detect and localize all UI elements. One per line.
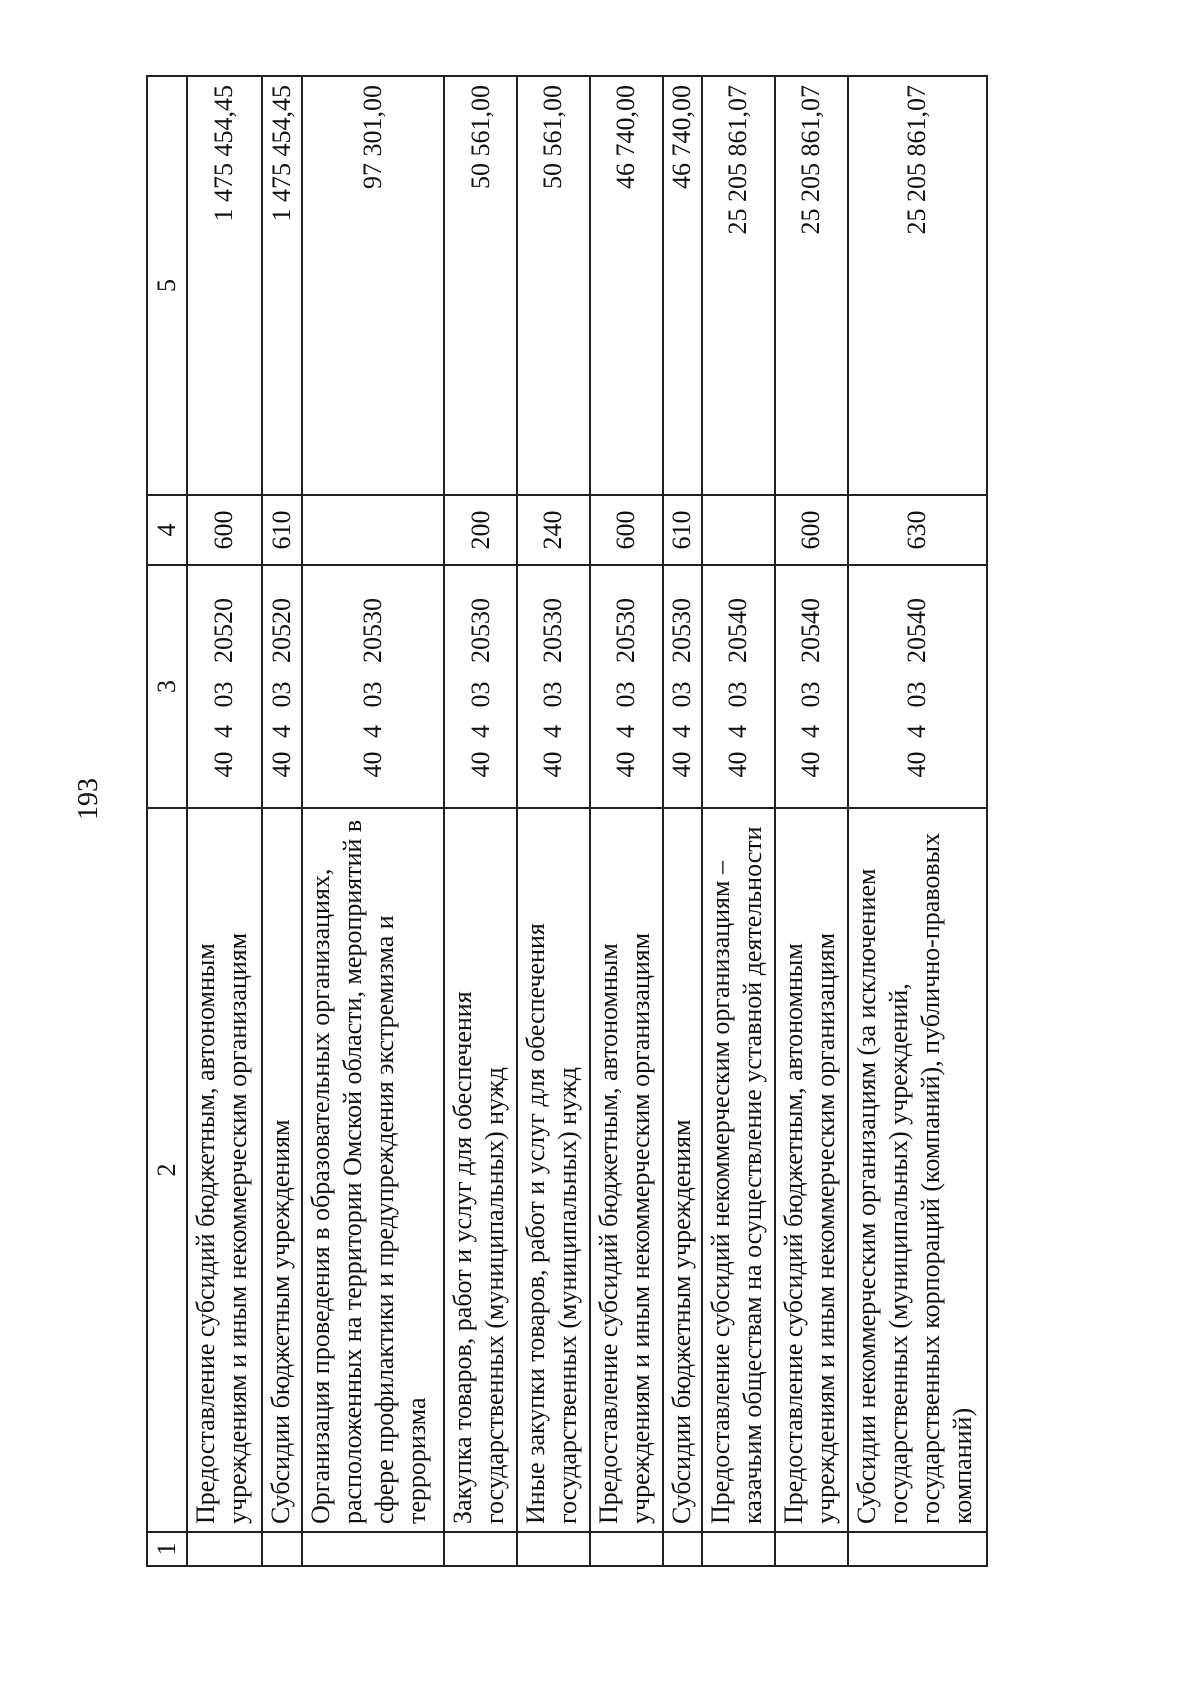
code-part-4: 20530 — [465, 598, 495, 663]
code-part-4: 20520 — [267, 598, 297, 663]
code-part-1: 40 — [358, 751, 388, 778]
row-kvr-cell: 240 — [517, 495, 590, 565]
row-amount-cell: 46 740,00 — [663, 76, 703, 495]
row-code-cell — [187, 565, 263, 808]
code-part-1: 40 — [796, 751, 826, 778]
row-code-cell — [775, 565, 848, 808]
code-part-2: 4 — [267, 725, 297, 738]
row-name-cell: Предоставление субсидий бюджетным, автономным учреждениям и иным некоммерческим организациям — [775, 808, 848, 1532]
row-kvr-cell: 630 — [848, 495, 987, 565]
row-name-cell: Субсидии некоммерческим организациям (за исключением государственных (муниципальных) учреждений, государственных корпораций (компаний), публично-правовых компаний) — [848, 808, 987, 1532]
code-part-3: 03 — [465, 681, 495, 708]
table-row — [702, 76, 775, 1566]
code-part-1: 40 — [538, 751, 568, 778]
table-row — [590, 76, 663, 1566]
row-kvr-cell: 610 — [262, 495, 302, 565]
row-code-cell — [302, 565, 444, 808]
code-part-3: 03 — [902, 681, 932, 708]
row-kvr-cell: 610 — [663, 495, 703, 565]
row-name-cell: Предоставление субсидий бюджетным, автономным учреждениям и иным некоммерческим организациям — [590, 808, 663, 1532]
header-col-2: 2 — [147, 808, 187, 1532]
row-kvr-cell: 600 — [187, 495, 263, 565]
row-name-cell: Организация проведения в образовательных организациях, расположенных на территории Омской области, мероприятий в сфере профилактики и предупреждения экстремизма и терроризма — [302, 808, 444, 1532]
row-kvr-cell — [302, 495, 444, 565]
row-amount-cell: 97 301,00 — [302, 76, 444, 495]
code-part-4: 20530 — [611, 598, 641, 663]
row-code-cell — [262, 565, 302, 808]
code-part-1: 40 — [723, 751, 753, 778]
table-row — [262, 76, 302, 1566]
code-part-2: 4 — [209, 725, 239, 738]
row-kvr-cell: 600 — [775, 495, 848, 565]
code-part-3: 03 — [611, 681, 641, 708]
code-part-2: 4 — [667, 725, 697, 738]
row-amount-cell: 50 561,00 — [444, 76, 517, 495]
table-row — [663, 76, 703, 1566]
code-part-3: 03 — [267, 681, 297, 708]
code-part-4: 20540 — [796, 598, 826, 663]
header-col-4: 4 — [147, 495, 187, 565]
row-number-cell — [517, 1532, 590, 1566]
table-row — [517, 76, 590, 1566]
row-name-cell: Предоставление субсидий некоммерческим организациям – казачьим обществам на осуществление уставной деятельности — [702, 808, 775, 1532]
header-col-1: 1 — [147, 1532, 187, 1566]
table-row — [848, 76, 987, 1566]
table-row — [444, 76, 517, 1566]
code-part-2: 4 — [796, 725, 826, 738]
row-amount-cell: 1 475 454,45 — [262, 76, 302, 495]
code-part-3: 03 — [667, 681, 697, 708]
row-number-cell — [775, 1532, 848, 1566]
table-row — [302, 76, 444, 1566]
code-part-4: 20520 — [209, 598, 239, 663]
table-row — [187, 76, 263, 1566]
row-code-cell — [702, 565, 775, 808]
row-number-cell — [590, 1532, 663, 1566]
row-amount-cell: 50 561,00 — [517, 76, 590, 495]
code-part-1: 40 — [902, 751, 932, 778]
code-part-4: 20540 — [902, 598, 932, 663]
code-part-1: 40 — [209, 751, 239, 778]
header-col-5: 5 — [147, 76, 187, 495]
code-part-2: 4 — [902, 725, 932, 738]
budget-table — [146, 75, 988, 1567]
row-amount-cell: 25 205 861,07 — [775, 76, 848, 495]
row-name-cell: Субсидии бюджетным учреждениям — [663, 808, 703, 1532]
code-part-4: 20530 — [538, 598, 568, 663]
row-number-cell — [848, 1532, 987, 1566]
code-part-3: 03 — [209, 681, 239, 708]
row-number-cell — [702, 1532, 775, 1566]
code-part-2: 4 — [723, 725, 753, 738]
row-number-cell — [187, 1532, 263, 1566]
code-part-1: 40 — [667, 751, 697, 778]
code-part-4: 20540 — [723, 598, 753, 663]
row-amount-cell: 25 205 861,07 — [848, 76, 987, 495]
code-part-3: 03 — [358, 681, 388, 708]
row-code-cell — [590, 565, 663, 808]
page-number: 193 — [73, 778, 104, 820]
row-name-cell: Иные закупки товаров, работ и услуг для обеспечения государственных (муниципальных) нужд — [517, 808, 590, 1532]
header-row — [147, 76, 187, 1566]
row-code-cell — [663, 565, 703, 808]
row-name-cell: Закупка товаров, работ и услуг для обеспечения государственных (муниципальных) нужд — [444, 808, 517, 1532]
row-number-cell — [663, 1532, 703, 1566]
code-part-3: 03 — [723, 681, 753, 708]
code-part-4: 20530 — [358, 598, 388, 663]
row-kvr-cell — [702, 495, 775, 565]
code-part-1: 40 — [267, 751, 297, 778]
code-part-3: 03 — [538, 681, 568, 708]
code-part-1: 40 — [611, 751, 641, 778]
code-part-2: 4 — [358, 725, 388, 738]
code-part-1: 40 — [465, 751, 495, 778]
row-kvr-cell: 600 — [590, 495, 663, 565]
row-number-cell — [444, 1532, 517, 1566]
row-amount-cell: 46 740,00 — [590, 76, 663, 495]
row-number-cell — [262, 1532, 302, 1566]
code-part-2: 4 — [611, 725, 641, 738]
row-kvr-cell: 200 — [444, 495, 517, 565]
row-code-cell — [517, 565, 590, 808]
header-col-3: 3 — [147, 565, 187, 808]
row-amount-cell: 1 475 454,45 — [187, 76, 263, 495]
row-name-cell: Предоставление субсидий бюджетным, автономным учреждениям и иным некоммерческим организациям — [187, 808, 263, 1532]
row-amount-cell: 25 205 861,07 — [702, 76, 775, 495]
row-code-cell — [848, 565, 987, 808]
row-code-cell — [444, 565, 517, 808]
table-row — [775, 76, 848, 1566]
code-part-2: 4 — [465, 725, 495, 738]
row-name-cell: Субсидии бюджетным учреждениям — [262, 808, 302, 1532]
code-part-4: 20530 — [667, 598, 697, 663]
code-part-2: 4 — [538, 725, 568, 738]
budget-table-sheet — [146, 77, 988, 1567]
code-part-3: 03 — [796, 681, 826, 708]
row-number-cell — [302, 1532, 444, 1566]
